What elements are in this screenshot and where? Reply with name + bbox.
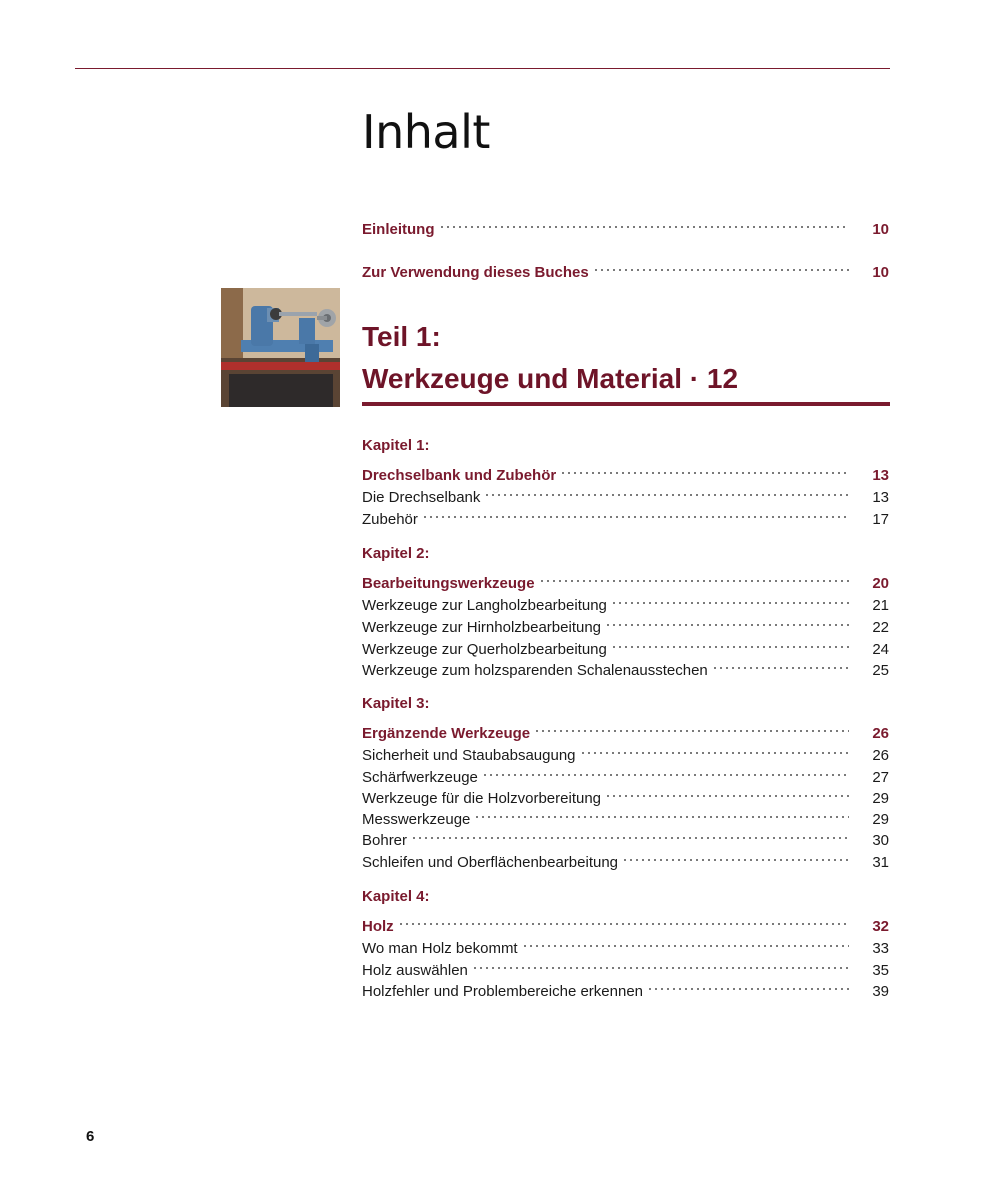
toc-entry[interactable] (362, 500, 889, 528)
toc-entry-page: 29 (872, 811, 889, 828)
toc-entry-label: Holz (362, 918, 394, 935)
toc-entry[interactable] (362, 843, 889, 871)
dot-leader (398, 907, 849, 931)
toc-entry[interactable] (362, 478, 889, 506)
dot-leader (484, 478, 849, 502)
chapter-heading: Kapitel 2: (362, 545, 430, 562)
part-title-line1: Teil 1: (362, 321, 441, 352)
toc-entry-label: Sicherheit und Staubabsaugung (362, 747, 576, 764)
toc-entry-label: Schärfwerkzeuge (362, 769, 478, 786)
lathe-illustration (221, 288, 340, 407)
toc-entry-label: Drechselbank und Zubehör (362, 467, 557, 484)
toc-entry-page: 17 (872, 511, 889, 528)
toc-chapter-title[interactable] (362, 907, 889, 935)
toc-entry-label: Bohrer (362, 832, 408, 849)
toc-entry[interactable] (362, 821, 889, 849)
toc-entry-label: Holzfehler und Problembereiche erkennen (362, 983, 644, 1000)
toc-entry-label: Ergänzende Werkzeuge (362, 725, 531, 742)
dot-leader (580, 736, 849, 760)
part-rule (362, 402, 890, 406)
toc-entry-label: Einleitung (362, 221, 435, 238)
toc-entry-page: 21 (872, 597, 889, 614)
toc-entry-label: Wo man Holz bekommt (362, 940, 518, 957)
dot-leader (611, 586, 849, 610)
toc-entry-page: 25 (872, 662, 889, 679)
dot-leader (522, 929, 849, 953)
top-rule (75, 68, 890, 69)
toc-entry-label: Werkzeuge für die Holzvorbereitung (362, 790, 602, 807)
lathe-photo (221, 288, 340, 407)
dot-leader (605, 608, 849, 632)
toc-entry-page: 13 (872, 489, 889, 506)
toc-entry-verwendung[interactable] (362, 253, 889, 281)
toc-entry-page: 26 (872, 747, 889, 764)
toc-entry-page: 29 (872, 790, 889, 807)
chapter-heading: Kapitel 3: (362, 695, 430, 712)
toc-entry-label: Zubehör (362, 511, 418, 528)
dot-leader (560, 456, 849, 480)
toc-entry-page: 10 (872, 221, 889, 238)
toc-entry[interactable] (362, 651, 889, 679)
toc-entry-label: Holz auswählen (362, 962, 468, 979)
toc-entry-label: Werkzeuge zur Langholzbearbeitung (362, 597, 607, 614)
dot-leader (539, 564, 849, 588)
toc-entry-page: 31 (872, 854, 889, 871)
toc-entry-label: Schleifen und Oberflächenbearbeitung (362, 854, 619, 871)
toc-entry-einleitung[interactable] (362, 210, 889, 238)
dot-leader (593, 253, 849, 277)
toc-entry-page: 32 (872, 918, 889, 935)
toc-entry-label: Messwerkzeuge (362, 811, 471, 828)
toc-entry-page: 35 (872, 962, 889, 979)
toc-entry-page: 24 (872, 641, 889, 658)
page-title: Inhalt (362, 105, 490, 159)
part-title-line2: Werkzeuge und Material · 12 (362, 363, 739, 394)
chapter-heading: Kapitel 1: (362, 437, 430, 454)
toc-entry[interactable] (362, 972, 889, 1000)
page-number: 6 (86, 1128, 95, 1145)
toc-entry-page: 33 (872, 940, 889, 957)
toc-chapter-title[interactable] (362, 714, 889, 742)
chapter-heading: Kapitel 4: (362, 888, 430, 905)
toc-entry-label: Werkzeuge zum holzsparenden Schalenausstechen (362, 662, 708, 679)
toc-entry-page: 20 (872, 575, 889, 592)
toc-entry[interactable] (362, 608, 889, 636)
dot-leader (534, 714, 849, 738)
toc-entry[interactable] (362, 929, 889, 957)
dot-leader (622, 843, 849, 867)
toc-entry-label: Werkzeuge zur Querholzbearbeitung (362, 641, 607, 658)
toc-entry[interactable] (362, 736, 889, 764)
toc-entry-label: Werkzeuge zur Hirnholzbearbeitung (362, 619, 602, 636)
dot-leader (422, 500, 849, 524)
toc-entry-page: 27 (872, 769, 889, 786)
toc-chapter-title[interactable] (362, 456, 889, 484)
dot-leader (411, 821, 849, 845)
toc-entry-page: 10 (872, 264, 889, 281)
toc-entry[interactable] (362, 586, 889, 614)
toc-entry-label: Die Drechselbank (362, 489, 481, 506)
toc-entry-page: 30 (872, 832, 889, 849)
toc-chapter-title[interactable] (362, 564, 889, 592)
dot-leader (647, 972, 849, 996)
toc-entry-label: Bearbeitungswerkzeuge (362, 575, 535, 592)
dot-leader (439, 210, 850, 234)
toc-entry-page: 13 (872, 467, 889, 484)
dot-leader (712, 651, 849, 675)
toc-entry-page: 26 (872, 725, 889, 742)
part-title (362, 316, 738, 400)
toc-entry-label: Zur Verwendung dieses Buches (362, 264, 589, 281)
toc-entry-page: 39 (872, 983, 889, 1000)
toc-entry-page: 22 (872, 619, 889, 636)
